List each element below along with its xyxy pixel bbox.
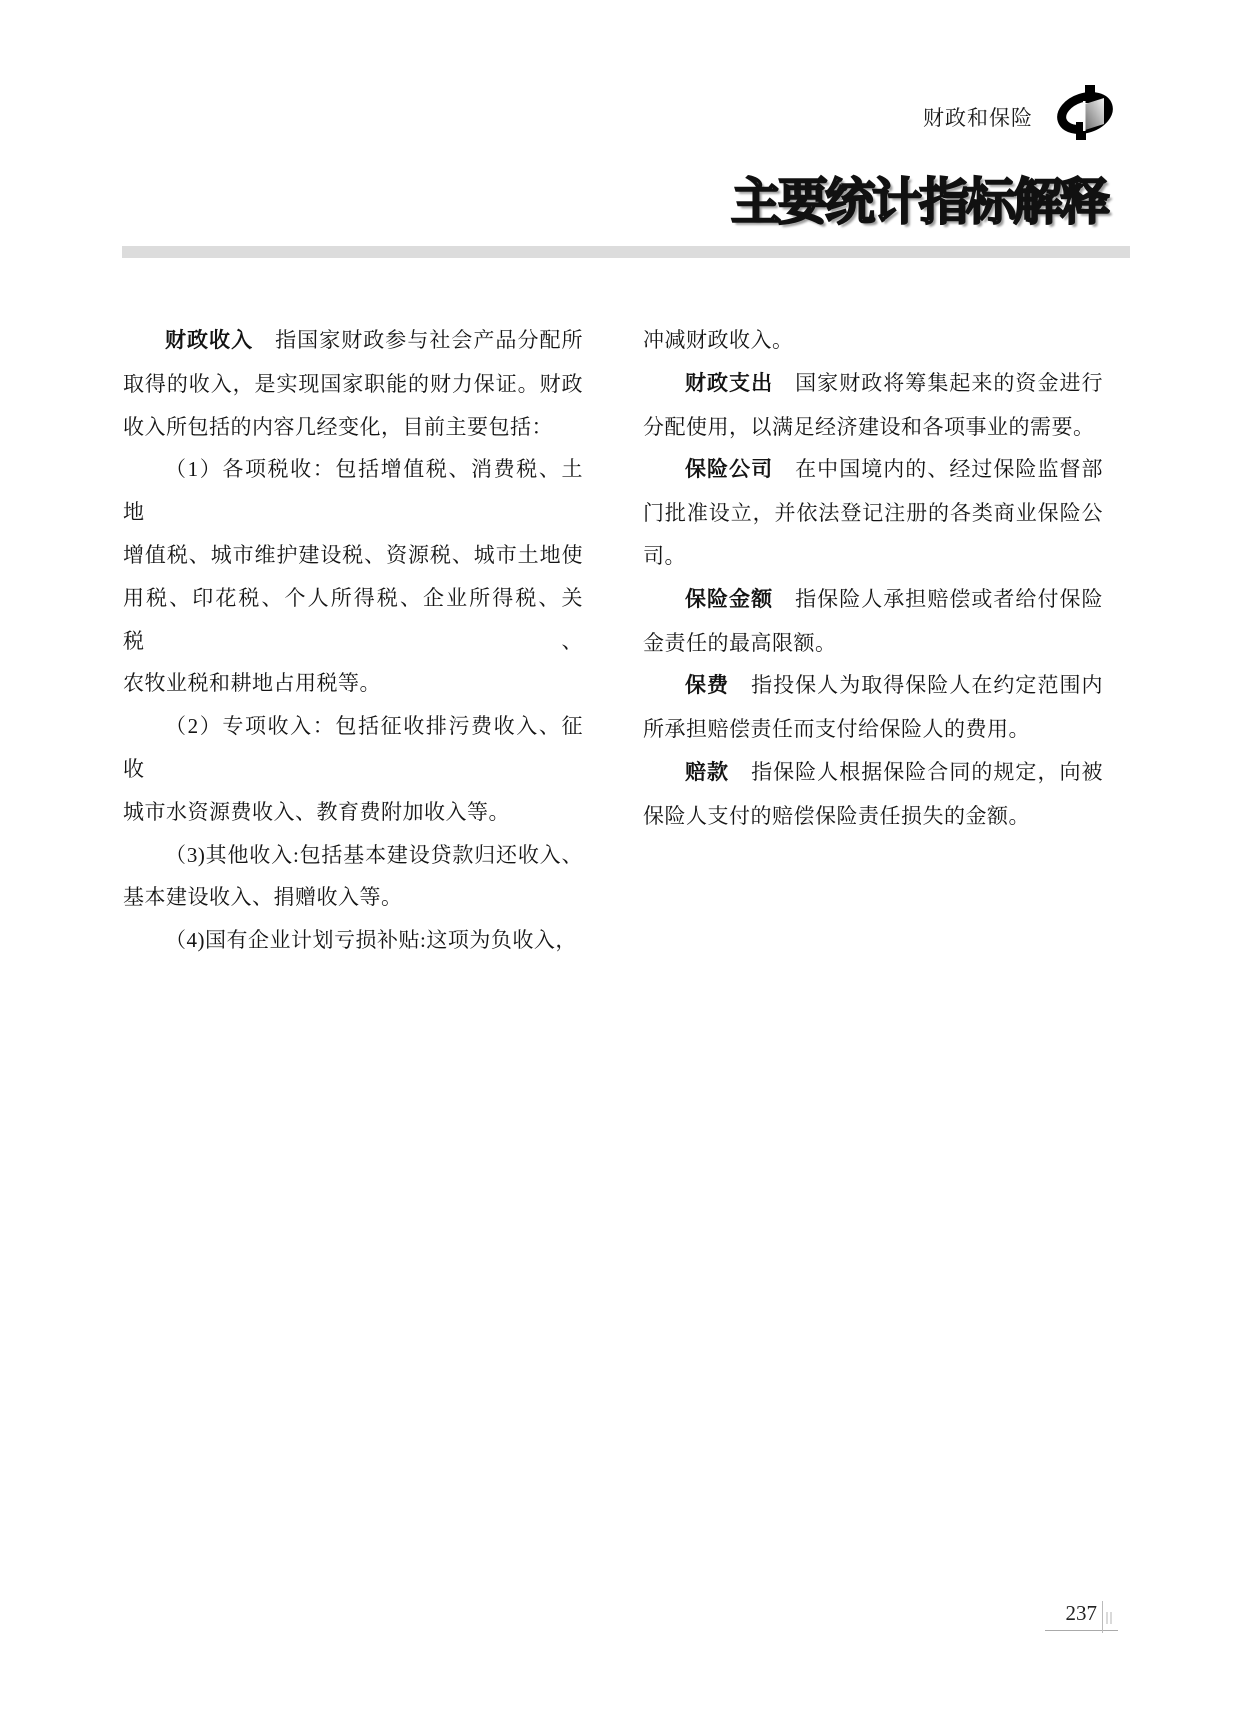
definition-text: （2）专项收入：包括征收排污费收入、征收 — [123, 714, 583, 781]
text-line — [643, 406, 1103, 449]
text-line — [123, 577, 583, 663]
header-category-label: 财政和保险 — [923, 106, 1033, 130]
column-left — [123, 319, 583, 962]
definition-text: 指投保人为取得保险人在约定范围内 — [729, 673, 1104, 698]
text-line — [643, 492, 1103, 535]
text-line — [123, 662, 583, 705]
text-line — [643, 795, 1103, 838]
text-line — [123, 705, 583, 791]
text-line — [643, 362, 1103, 406]
definition-text: 城市水资源费收入、教育费附加收入等。 — [123, 799, 510, 824]
text-line — [123, 919, 583, 962]
definition-text: 农牧业税和耕地占用税等。 — [123, 671, 381, 696]
definition-text: （3)其他收入:包括基本建设贷款归还收入、 — [165, 842, 583, 867]
definition-text: 司。 — [643, 543, 686, 568]
definition-text: 所承担赔偿责任而支付给保险人的费用。 — [643, 717, 1030, 742]
term-label: 保险金额 — [685, 587, 774, 611]
text-line — [123, 534, 583, 577]
footer-rule-vertical — [1102, 1601, 1103, 1633]
content-columns — [123, 319, 1103, 962]
text-line — [643, 578, 1103, 622]
text-line — [123, 406, 583, 449]
definition-text: 分配使用，以满足经济建设和各项事业的需要。 — [643, 414, 1095, 439]
text-line — [643, 535, 1103, 578]
statistics-swirl-logo-icon — [1057, 83, 1114, 142]
text-line — [643, 751, 1103, 795]
text-line — [123, 834, 583, 877]
footer-tick-mark — [1106, 1612, 1112, 1624]
term-label: 保费 — [685, 674, 730, 698]
footer-rule-horizontal — [1045, 1630, 1118, 1631]
definition-text: 取得的收入，是实现国家职能的财力保证。财政 — [123, 371, 583, 396]
definition-text: （4)国有企业计划亏损补贴:这项为负收入， — [165, 928, 577, 953]
definition-text: 收入所包括的内容几经变化，目前主要包括： — [123, 414, 553, 439]
definition-text: 指保险人承担赔偿或者给付保险 — [773, 586, 1104, 611]
page-number: 237 — [1065, 1601, 1097, 1625]
term-label: 财政收入 — [165, 329, 254, 352]
definition-text: 用税、印花税、个人所得税、企业所得税、关税、 — [123, 585, 583, 653]
text-line — [643, 448, 1103, 492]
definition-text: 基本建设收入、捐赠收入等。 — [123, 885, 403, 910]
term-label: 保险公司 — [685, 458, 774, 482]
term-label: 财政支出 — [685, 371, 774, 395]
text-line — [643, 622, 1103, 665]
text-line — [643, 664, 1103, 708]
definition-text: 国家财政将筹集起来的资金进行 — [773, 370, 1104, 395]
text-line — [643, 708, 1103, 751]
text-line — [123, 363, 583, 406]
text-line — [123, 876, 583, 919]
text-line — [123, 319, 583, 363]
definition-text: 指国家财政参与社会产品分配所 — [253, 328, 584, 352]
definition-text: 在中国境内的、经过保险监督部 — [773, 457, 1104, 482]
title-divider-bar — [122, 246, 1130, 258]
term-label: 赔款 — [685, 760, 730, 784]
page-title: 主要统计指标解释 — [731, 174, 1107, 230]
definition-text: （1）各项税收：包括增值税、消费税、土地 — [123, 457, 583, 525]
definition-text: 金责任的最高限额。 — [643, 630, 837, 655]
text-line — [123, 448, 583, 534]
definition-text: 保险人支付的赔偿保险责任损失的金额。 — [643, 803, 1030, 828]
text-line — [643, 319, 1103, 362]
definition-text: 冲减财政收入。 — [643, 328, 794, 352]
definition-text: 增值税、城市维护建设税、资源税、城市土地使 — [123, 542, 583, 567]
text-line — [123, 791, 583, 834]
column-right — [643, 319, 1103, 962]
definition-text: 指保险人根据保险合同的规定，向被 — [729, 759, 1104, 784]
definition-text: 门批准设立，并依法登记注册的各类商业保险公 — [643, 501, 1103, 526]
